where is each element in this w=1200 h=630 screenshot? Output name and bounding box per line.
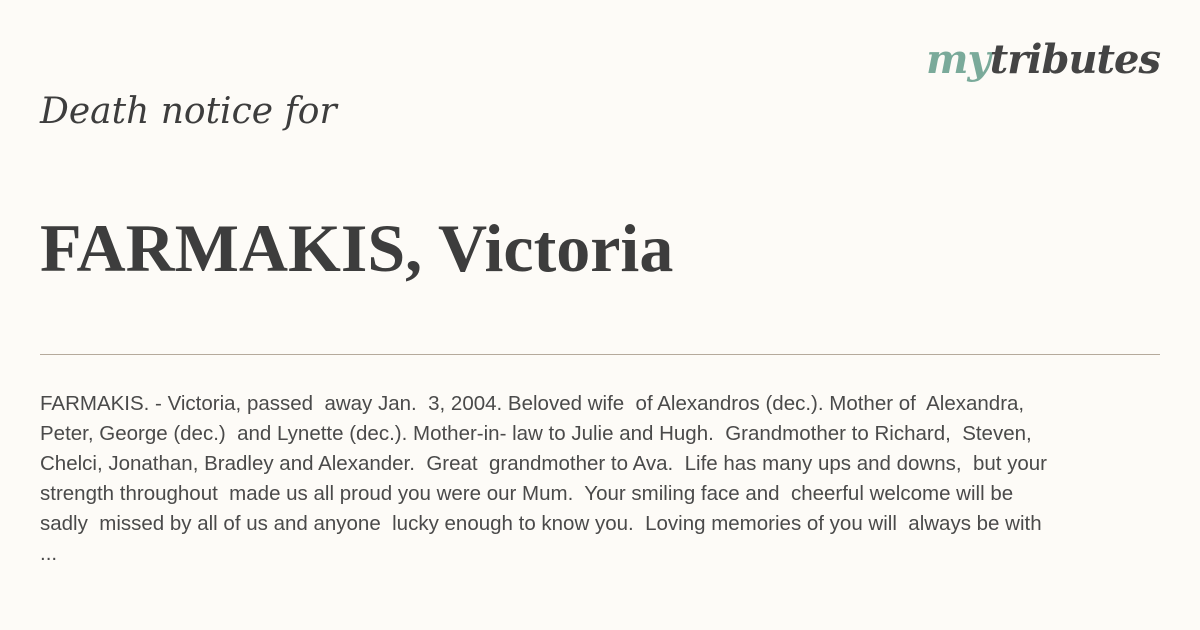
notice-text-line: strength throughout made us all proud you were our Mum. Your smiling face and cheerful welcome will be — [40, 482, 1014, 505]
notice-text-ellipsis: ... — [40, 542, 58, 565]
notice-text — [40, 389, 1160, 569]
deceased-name: FARMAKIS, Victoria — [40, 210, 674, 286]
logo-part-my: my — [926, 36, 990, 83]
notice-subtitle: Death notice for — [40, 91, 337, 132]
divider — [40, 354, 1160, 355]
notice-text-line: Peter, George (dec.) and Lynette (dec.). Mother-in- law to Julie and Hugh. Grandmother to Richard, Steven, — [40, 422, 1032, 445]
logo-part-tributes: tributes — [989, 36, 1160, 83]
mytributes-logo[interactable] — [926, 30, 1160, 90]
notice-text-line: Chelci, Jonathan, Bradley and Alexander. Great grandmother to Ava. Life has many ups and downs, but your — [40, 452, 1048, 475]
notice-text-line: FARMAKIS. - Victoria, passed away Jan. 3, 2004. Beloved wife of Alexandros (dec.). Mother of Alexandra, — [40, 392, 1025, 415]
notice-text-line: sadly missed by all of us and anyone lucky enough to know you. Loving memories of you will always be with — [40, 512, 1042, 535]
